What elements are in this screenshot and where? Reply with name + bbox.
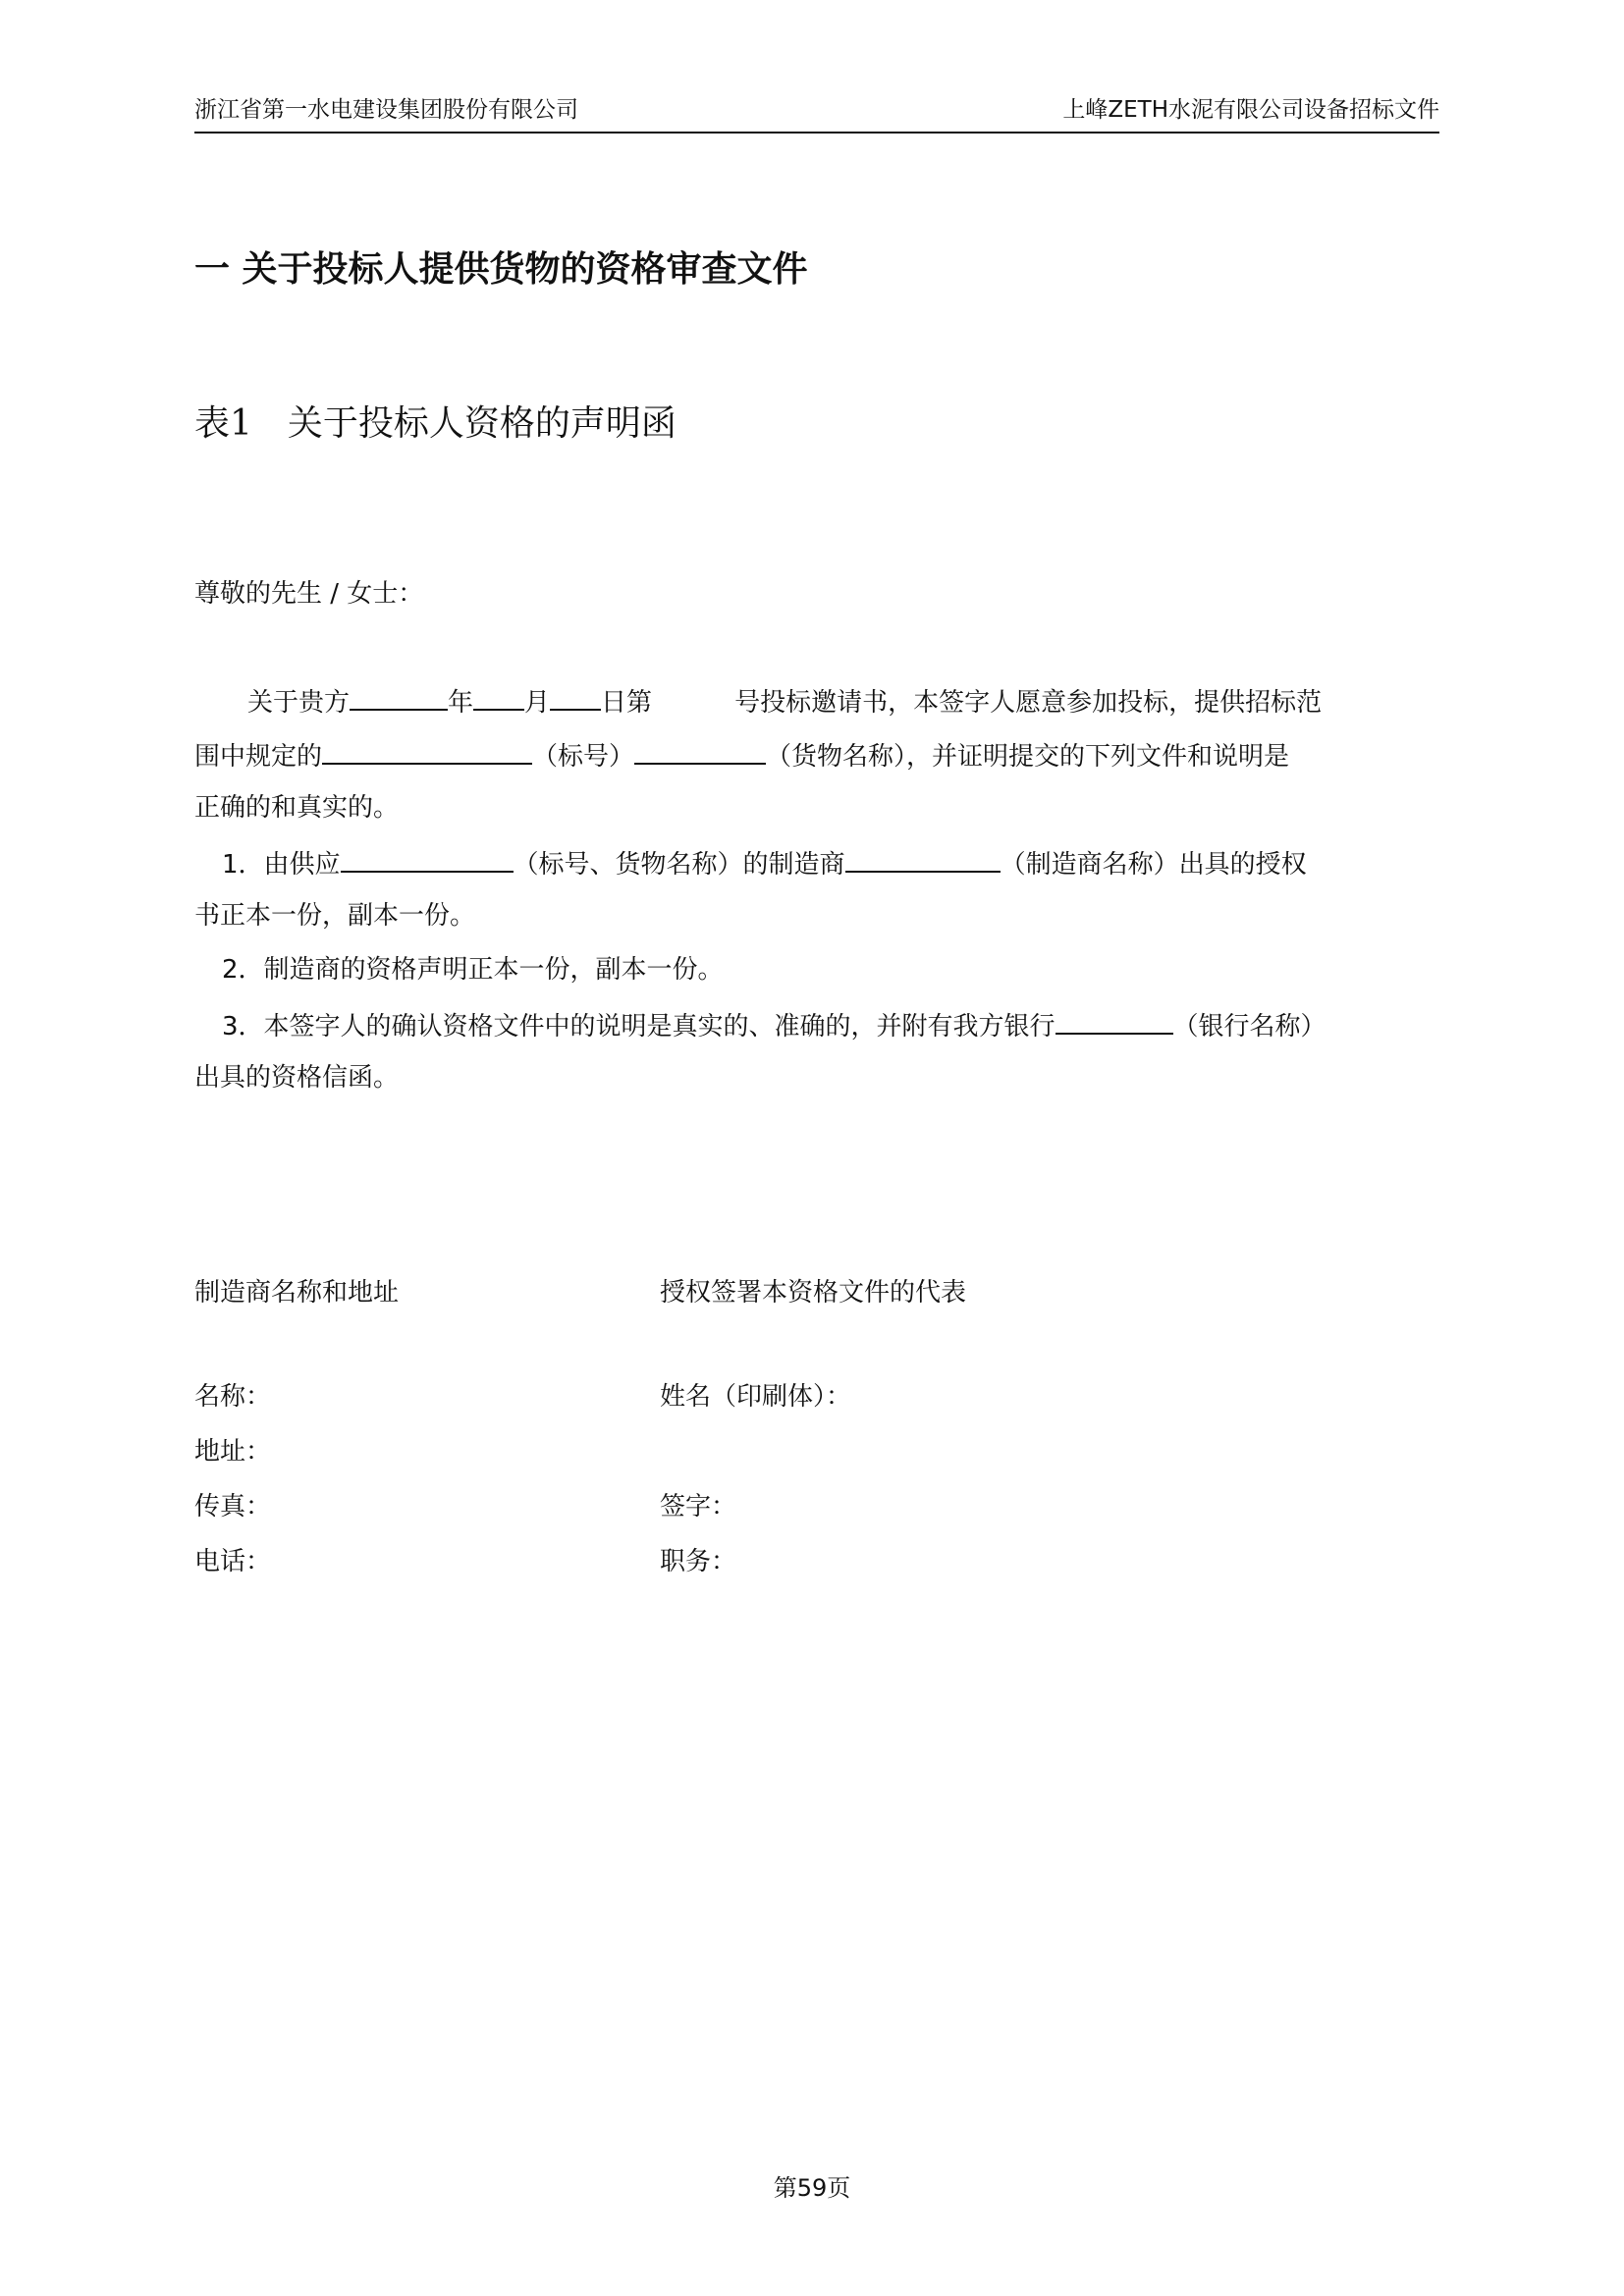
- letter-line-1: [194, 683, 1461, 737]
- letter-text: 关于贵方: [247, 688, 351, 718]
- blank-month-field[interactable]: [473, 683, 524, 711]
- letter-text: 日第: [601, 688, 653, 718]
- letter-line-2: [194, 737, 1461, 791]
- header-document-title: 上峰ZETH水泥有限公司设备招标文件: [1062, 97, 1439, 123]
- letter-text: 号投标邀请书，本签字人愿意参加投标，提供招标范: [734, 688, 1323, 718]
- blank-goods-name-field[interactable]: [634, 737, 766, 765]
- letter-text: 2．制造商的资格声明正本一份，副本一份。: [222, 955, 724, 985]
- signature-block: [194, 1276, 1176, 1600]
- list-item-1-continued: [194, 899, 1461, 953]
- signature-row-address: [194, 1435, 1176, 1490]
- blank-bank-name-field[interactable]: [1056, 1007, 1173, 1035]
- letter-text: （制造商名称）出具的授权: [1000, 850, 1307, 880]
- signature-row-fax: [194, 1490, 1176, 1545]
- blank-day-field[interactable]: [550, 683, 601, 711]
- letter-text: 年: [448, 688, 474, 718]
- page-header: [194, 92, 1439, 133]
- phone-label: 电话：: [194, 1547, 272, 1576]
- letter-text: 1．由供应: [222, 850, 341, 880]
- letter-text: 围中规定的: [194, 742, 323, 772]
- page-number: 第59页: [773, 2174, 851, 2202]
- address-label: 地址：: [194, 1437, 272, 1467]
- letter-body: [194, 683, 1461, 1115]
- blank-tender-number-field[interactable]: [322, 737, 532, 765]
- salutation: 尊敬的先生 / 女士：: [194, 579, 424, 609]
- blank-tender-goods-field[interactable]: [341, 845, 514, 873]
- section-title: 一 关于投标人提供货物的资格审查文件: [194, 249, 808, 290]
- list-item-3: [194, 1007, 1461, 1061]
- letter-text: （标号）: [532, 742, 635, 772]
- letter-text: 出具的资格信函。: [194, 1063, 400, 1093]
- table-number: 表1: [194, 403, 252, 444]
- name-label: 名称：: [194, 1382, 272, 1412]
- letter-text: 正确的和真实的。: [194, 793, 400, 823]
- fax-label: 传真：: [194, 1492, 272, 1522]
- letter-text: 书正本一份，副本一份。: [194, 901, 476, 931]
- blank-year-field[interactable]: [350, 683, 448, 711]
- sign-label: 签字：: [660, 1492, 737, 1522]
- letter-text: 3．本签字人的确认资格文件中的说明是真实的、准确的，并附有我方银行: [222, 1012, 1056, 1041]
- letter-text: （标号、货物名称）的制造商: [513, 850, 845, 880]
- representative-heading: 授权签署本资格文件的代表: [660, 1278, 967, 1308]
- letter-text: （货物名称），并证明提交的下列文件和说明是: [766, 742, 1290, 772]
- header-company: 浙江省第一水电建设集团股份有限公司: [194, 97, 578, 123]
- manufacturer-heading: 制造商名称和地址: [194, 1278, 400, 1308]
- table-title-text: 关于投标人资格的声明函: [287, 403, 677, 444]
- letter-line-3: [194, 791, 1461, 845]
- signature-headings: [194, 1276, 1176, 1380]
- job-title-label: 职务：: [660, 1547, 737, 1576]
- list-item-3-continued: [194, 1061, 1461, 1115]
- signature-row-phone: [194, 1545, 1176, 1600]
- signature-row-name: [194, 1380, 1176, 1435]
- list-item-1: [194, 845, 1461, 899]
- blank-manufacturer-name-field[interactable]: [845, 845, 1001, 873]
- letter-text: 月: [524, 688, 551, 718]
- letter-text: （银行名称）: [1172, 1012, 1326, 1041]
- printed-name-label: 姓名（印刷体）：: [660, 1382, 852, 1412]
- table-title: [194, 402, 677, 446]
- list-item-2: [194, 953, 1461, 1007]
